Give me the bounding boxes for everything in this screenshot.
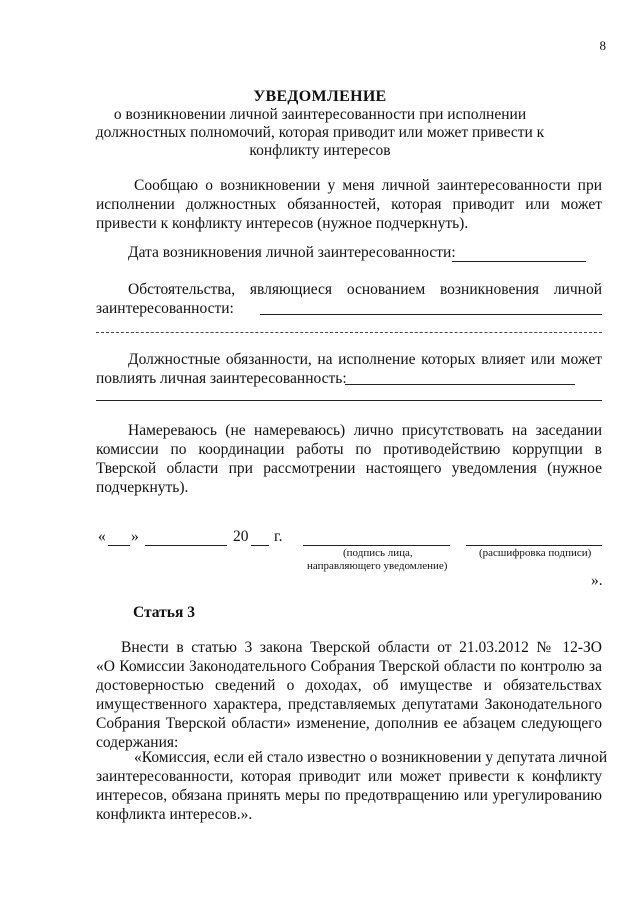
report-line-2: исполнении должностных обязанностей, которая приводит или может [96, 196, 602, 213]
article-body-line-3: достоверностью сведений о доходах, об имуществе и обязательствах [96, 677, 602, 694]
article-body-line-2: «О Комиссии Законодательного Собрания Тверской области по контролю за [96, 658, 602, 675]
article-quote-line-1: «Комиссия, если ей стало известно о возникновении у депутата личной [134, 749, 608, 766]
closing-quote: ». [591, 572, 603, 589]
article-body-line-4: имущественного характера, представляемых депутатами Законодательного [96, 696, 602, 713]
notice-subtitle-line-1: о возникновении личной заинтересованности при исполнении [113, 106, 527, 123]
signature-field[interactable] [303, 545, 450, 546]
attendance-line-3: Тверской области при рассмотрении настоящего уведомления (нужное [96, 460, 602, 477]
article-quote [96, 748, 608, 824]
attendance-line-2: комиссии по координации работы по противодействию коррупции в [96, 441, 602, 458]
year-field[interactable] [251, 545, 269, 546]
article-heading: Статья 3 [133, 604, 195, 621]
date-of-interest-field[interactable] [452, 261, 586, 262]
article-body [96, 638, 602, 752]
duties-field-continuation[interactable] [96, 400, 602, 401]
notice-subtitle-line-2: должностных полномочий, которая приводит или может привести к [95, 124, 545, 141]
decode-caption: (расшифровка подписи) [479, 547, 592, 559]
year-prefix: 20 [233, 528, 249, 545]
duties-field[interactable] [345, 384, 575, 385]
duties-line-1: Должностные обязанности, на исполнение которых влияет или может [128, 351, 602, 368]
circumstances-paragraph [96, 280, 602, 318]
circumstances-line-2: заинтересованности: [96, 300, 234, 317]
signature-caption-1: (подпись лица, [343, 547, 413, 559]
circumstances-line-1: Обстоятельства, являющиеся основанием возникновения личной [128, 281, 602, 298]
date-of-interest-label: Дата возникновения личной заинтересованности: [128, 244, 456, 261]
day-field[interactable] [108, 545, 130, 546]
article-body-line-1: Внести в статью 3 закона Тверской области от 21.03.2012 № 12-ЗО [121, 639, 602, 656]
article-body-line-5: Собрания Тверской области» изменение, дополнив ее абзацем следующего [96, 715, 602, 732]
report-line-1: Сообщаю о возникновении у меня личной заинтересованности при [134, 177, 602, 194]
notice-subtitle-line-3: конфликту интересов [249, 142, 391, 159]
article-body-line-6: содержания: [96, 734, 179, 751]
date-close-quote: » [131, 528, 139, 545]
circumstances-field-continuation[interactable] [96, 332, 602, 333]
attendance-line-1: Намереваюсь (не намереваюсь) лично присутствовать на заседании [128, 422, 602, 439]
date-open-quote: « [98, 528, 106, 545]
signature-caption-2: направляющего уведомление) [307, 560, 448, 572]
signature-decode-field[interactable] [466, 545, 602, 546]
attendance-line-4: подчеркнуть). [96, 479, 189, 496]
month-field[interactable] [145, 545, 227, 546]
notice-title: УВЕДОМЛЕНИЕ [253, 88, 387, 105]
circumstances-field[interactable] [260, 314, 602, 315]
page-number: 8 [599, 38, 606, 53]
duties-paragraph [96, 350, 602, 388]
duties-line-2: повлиять личная заинтересованность: [96, 370, 347, 387]
article-quote-line-2: заинтересованности, которая приводит или может привести к конфликту [96, 768, 602, 785]
year-suffix: г. [274, 528, 283, 545]
report-line-3: привести к конфликту интересов (нужное подчеркнуть). [96, 215, 469, 232]
article-quote-line-3: интересов, обязана принять меры по предотвращению или урегулированию [96, 787, 602, 804]
report-paragraph [96, 176, 602, 233]
article-quote-line-4: конфликта интересов.». [96, 806, 253, 823]
attendance-paragraph [96, 421, 602, 497]
